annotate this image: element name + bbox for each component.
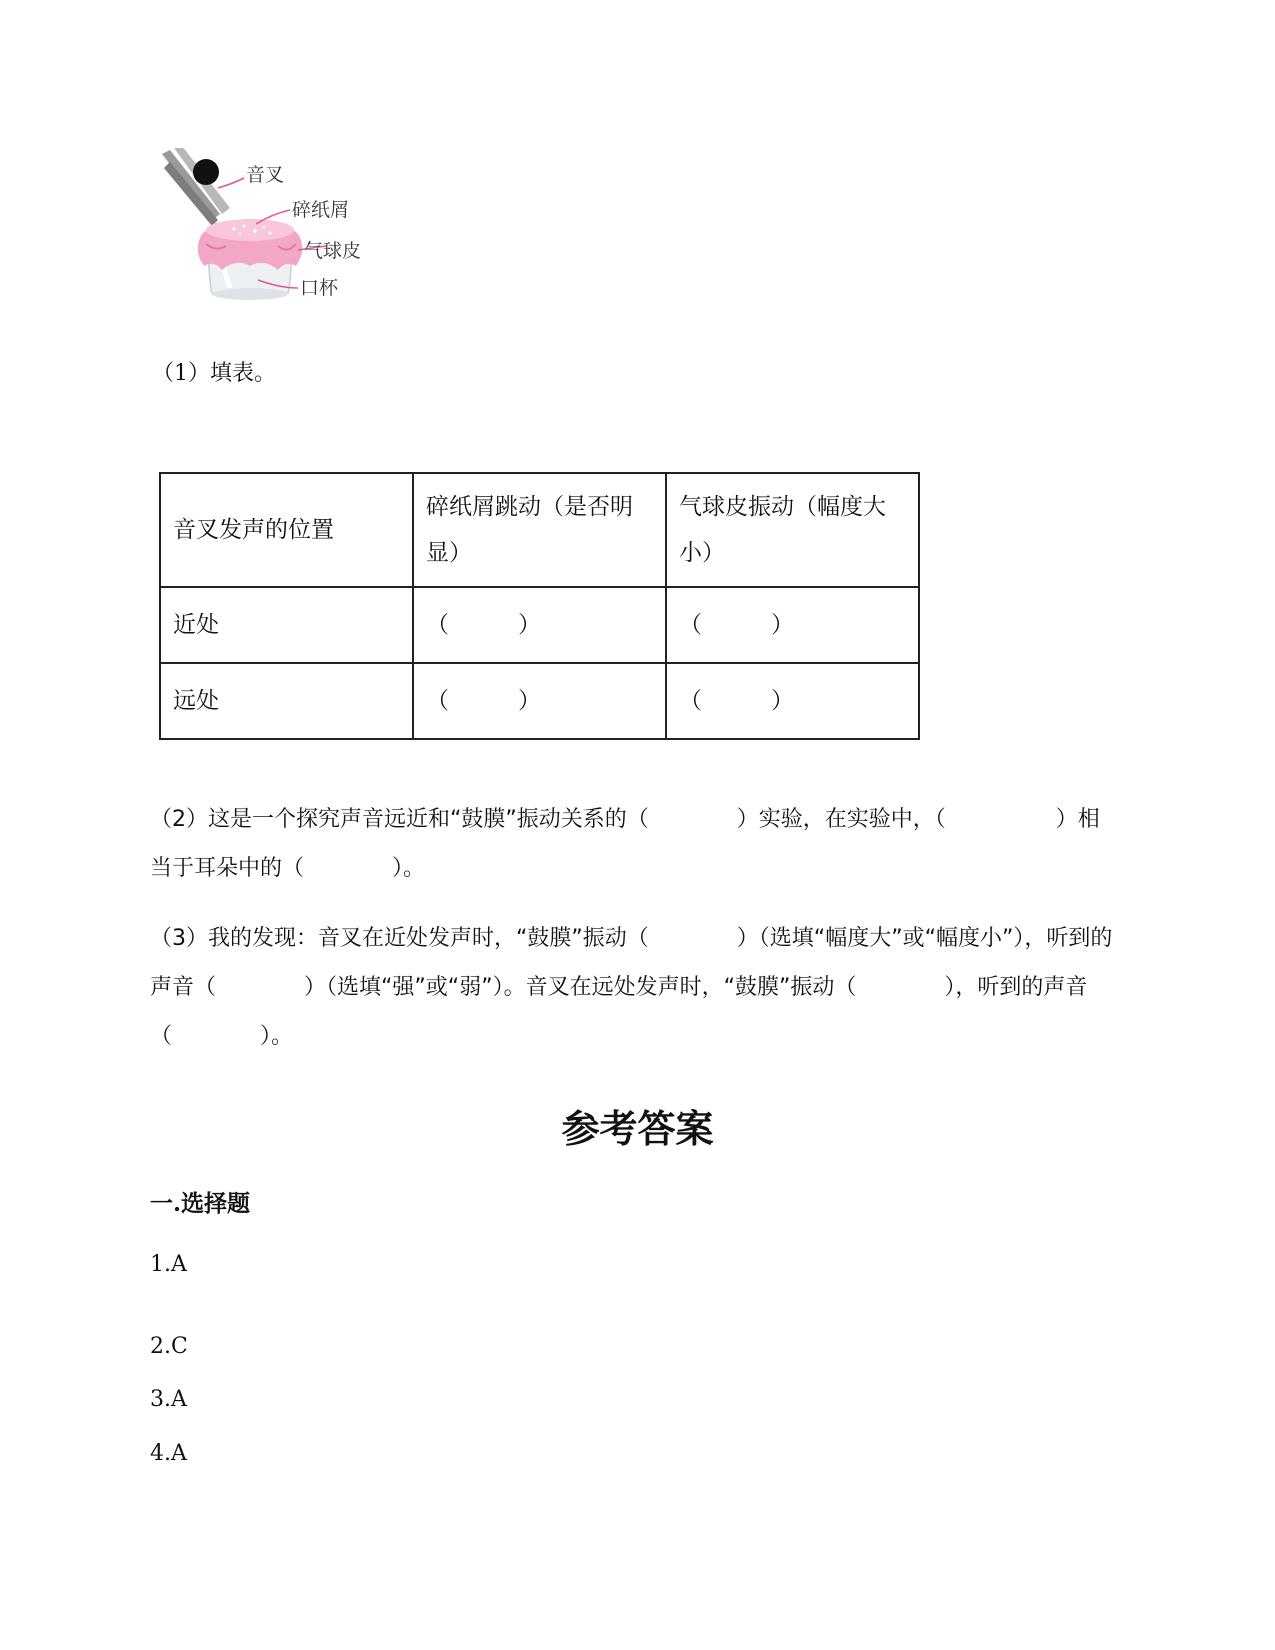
- table-header-row: [160, 473, 919, 587]
- table-header: 音叉发声的位置: [160, 473, 413, 587]
- figure-label-balloon: 气球皮: [304, 240, 362, 262]
- figure-label-fork: 音叉: [246, 164, 285, 186]
- answers-title: 参考答案: [561, 1107, 714, 1151]
- answer-item: 3.A: [150, 1387, 187, 1412]
- answer-item: 2.C: [150, 1334, 188, 1359]
- answer-item: 1.A: [150, 1252, 187, 1277]
- figure-label-scraps: 碎纸屑: [292, 199, 350, 221]
- observation-table: [159, 472, 920, 740]
- table-row: [160, 663, 919, 739]
- answer-blank[interactable]: （ ）: [413, 663, 666, 739]
- table-cell-position: 近处: [160, 587, 413, 663]
- question-2-paragraph: （2）这是一个探究声音远近和“鼓膜”振动关系的（ ）实验，在实验中，（ ）相当于耳朵中的（ ）。: [150, 807, 1100, 881]
- question-1-prompt: （1）填表。: [152, 361, 276, 386]
- answer-blank[interactable]: （ ）: [666, 587, 919, 663]
- answer-blank[interactable]: （ ）: [413, 587, 666, 663]
- table-header: 碎纸屑跳动（是否明显）: [413, 473, 666, 587]
- answers-section-heading: 一.选择题: [150, 1190, 251, 1217]
- tuning-fork-experiment-figure: [160, 148, 400, 318]
- answer-item: 4.A: [150, 1441, 187, 1466]
- table-header: 气球皮振动（幅度大小）: [666, 473, 919, 587]
- table-cell-position: 远处: [160, 663, 413, 739]
- question-3-paragraph: （3）我的发现：音叉在近处发声时，“鼓膜”振动（ ）（选填“幅度大”或“幅度小”），听到的声音（ ）（选填“强”或“弱”）。音叉在远处发声时，“鼓膜”振动（ ），听到的声音（ ）。: [150, 926, 1113, 1049]
- answer-blank[interactable]: （ ）: [666, 663, 919, 739]
- balloon-skin: [198, 219, 303, 270]
- table-row: [160, 587, 919, 663]
- figure-label-cup: 口杯: [300, 277, 339, 299]
